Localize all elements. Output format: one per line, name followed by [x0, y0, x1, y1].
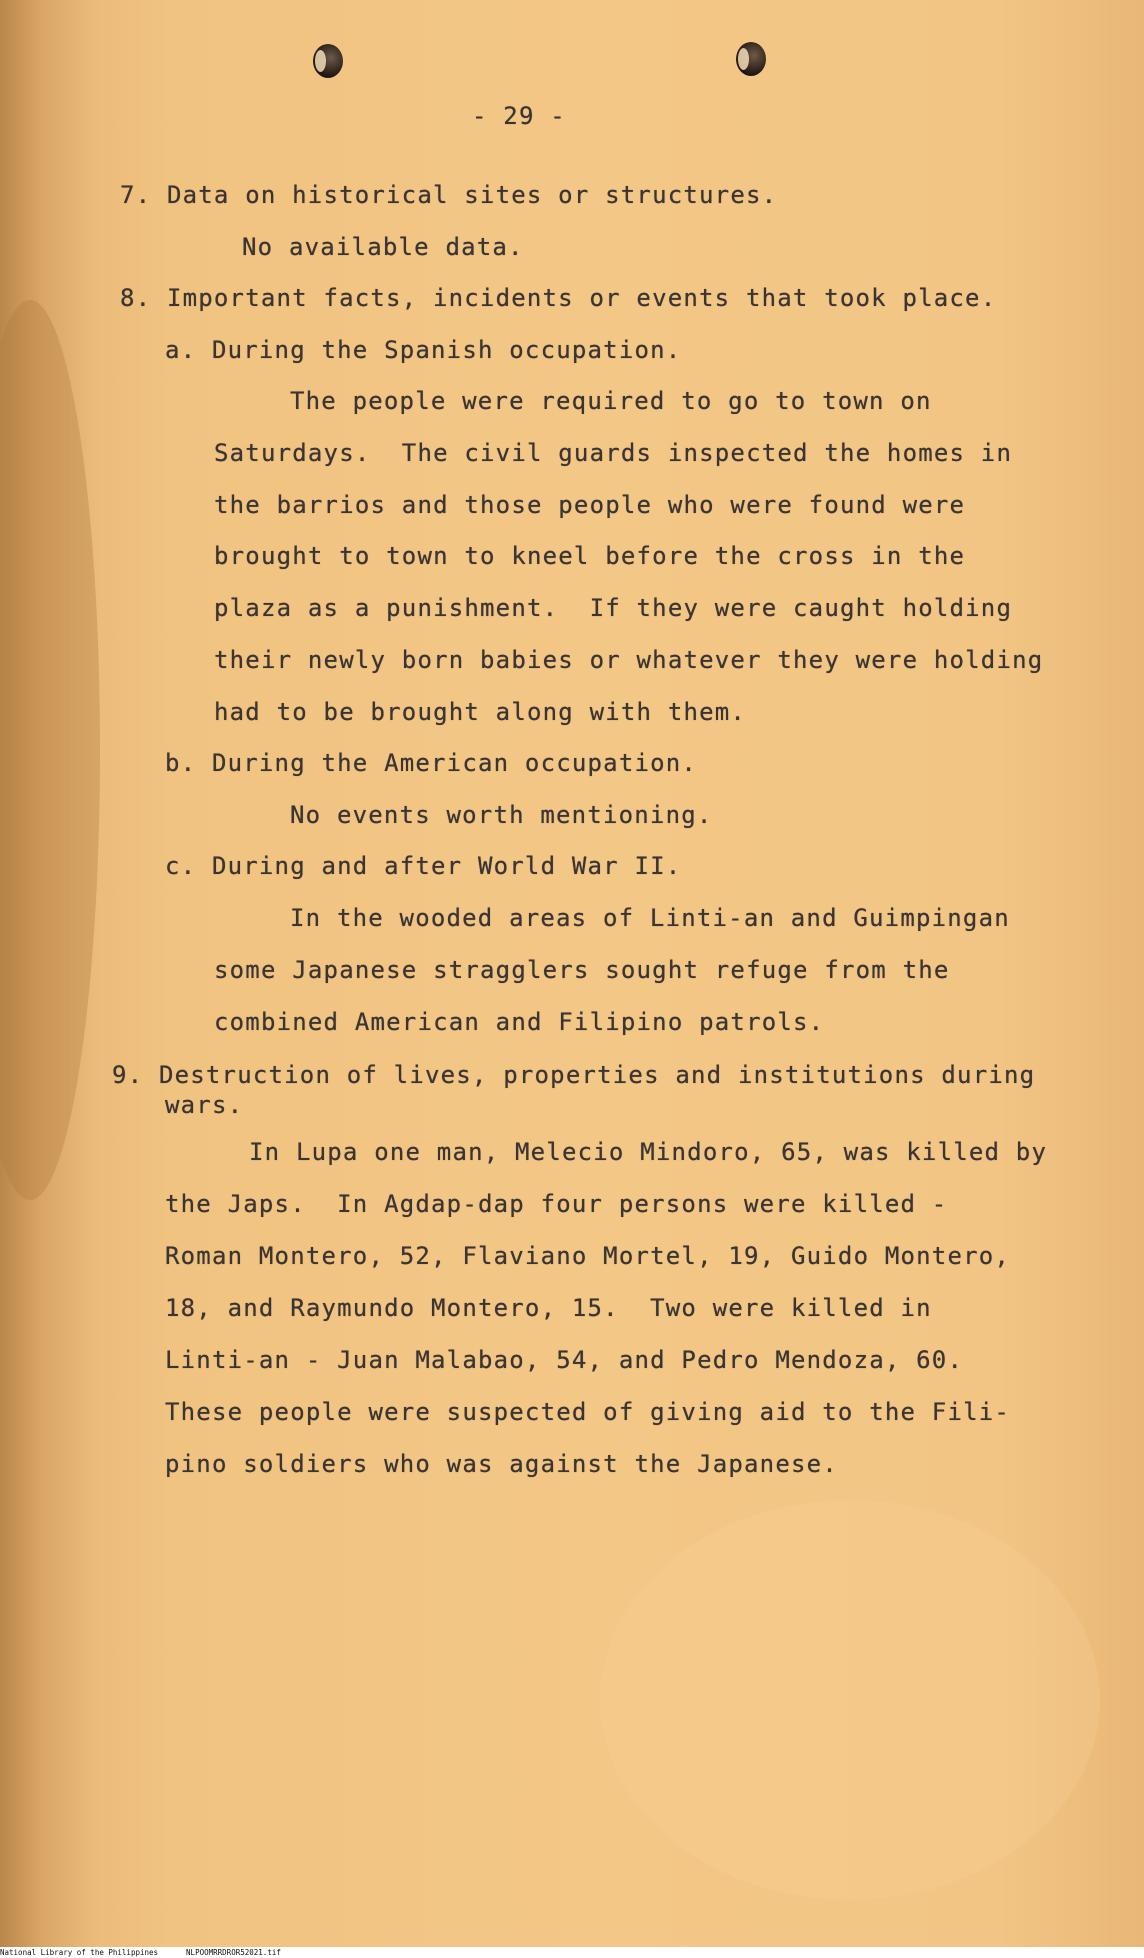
- section-8a-paragraph-line: had to be brought along with them.: [214, 698, 747, 726]
- section-7-body: No available data.: [242, 233, 524, 261]
- section-9-paragraph-line: Roman Montero, 52, Flaviano Mortel, 19, Guido Montero,: [165, 1242, 1011, 1270]
- section-8a-paragraph-line: plaza as a punishment. If they were caught holding: [214, 594, 1013, 622]
- section-9-paragraph-line: pino soldiers who was against the Japanese.: [165, 1450, 838, 1478]
- section-8b-body: No events worth mentioning.: [290, 801, 713, 829]
- section-8a-heading: a. During the Spanish occupation.: [165, 336, 682, 364]
- section-8a-paragraph-line: their newly born babies or whatever they were holding: [214, 646, 1044, 674]
- section-9-heading: 9. Destruction of lives, properties and institutions during: [112, 1061, 1036, 1089]
- section-9-heading-continued: wars.: [165, 1091, 244, 1119]
- section-8-heading: 8. Important facts, incidents or events that took place.: [120, 284, 997, 312]
- section-9-paragraph-line: the Japs. In Agdap-dap four persons were killed -: [165, 1190, 948, 1218]
- section-9-paragraph-line: 18, and Raymundo Montero, 15. Two were killed in: [165, 1294, 932, 1322]
- paper-stain: [600, 1500, 1100, 1900]
- punch-hole-right: [736, 42, 766, 76]
- section-8a-paragraph-line: the barrios and those people who were found were: [214, 491, 966, 519]
- section-8c-heading: c. During and after World War II.: [165, 852, 682, 880]
- section-8a-paragraph-line: brought to town to kneel before the cross in the: [214, 542, 966, 570]
- section-9-paragraph-line: In Lupa one man, Melecio Mindoro, 65, was killed by: [249, 1138, 1048, 1166]
- section-9-paragraph-line: These people were suspected of giving aid to the Fili-: [165, 1398, 1011, 1426]
- section-8a-paragraph-line: The people were required to go to town on: [290, 387, 932, 415]
- section-8c-paragraph-line: combined American and Filipino patrols.: [214, 1008, 825, 1036]
- scan-footer: [0, 1947, 1144, 1958]
- section-8c-paragraph-line: In the wooded areas of Linti-an and Guimpingan: [290, 904, 1010, 932]
- page-number: - 29 -: [472, 102, 566, 130]
- section-8c-paragraph-line: some Japanese stragglers sought refuge from the: [214, 956, 950, 984]
- punch-hole-left: [313, 44, 343, 78]
- footer-file: NLPOOMRRDROR52021.tif: [186, 1948, 281, 1957]
- paper-stain: [0, 300, 100, 1200]
- footer-library: National Library of the Philippines: [0, 1948, 159, 1957]
- section-9-paragraph-line: Linti-an - Juan Malabao, 54, and Pedro Mendoza, 60.: [165, 1346, 964, 1374]
- section-7-heading: 7. Data on historical sites or structures.: [120, 181, 778, 209]
- section-8a-paragraph-line: Saturdays. The civil guards inspected the homes in: [214, 439, 1013, 467]
- section-8b-heading: b. During the American occupation.: [165, 749, 698, 777]
